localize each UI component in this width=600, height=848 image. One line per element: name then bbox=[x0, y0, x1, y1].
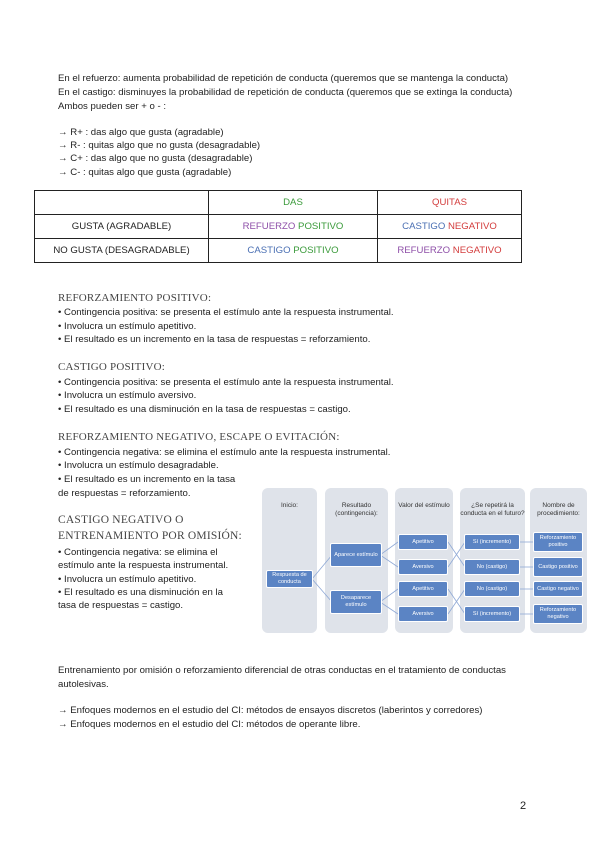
table-row bbox=[35, 239, 522, 263]
table-row bbox=[35, 215, 522, 239]
list-item: estímulo ante la respuesta instrumental. bbox=[58, 560, 229, 571]
diagram-column-title: Nombre de procedimiento: bbox=[537, 502, 580, 517]
list-item: • Contingencia negativa: se elimina el estímulo ante la respuesta instrumental. bbox=[58, 447, 391, 458]
connector-line bbox=[380, 542, 398, 555]
list-item: • Involucra un estímulo desagradable. bbox=[58, 460, 219, 471]
page-number: 2 bbox=[520, 800, 527, 812]
table-cell bbox=[378, 215, 522, 239]
diagram-box-repeat: No (castigo) bbox=[464, 559, 520, 575]
diagram-box-procedure: Castigo negativo bbox=[533, 581, 583, 597]
footer-line: autolesivas. bbox=[58, 679, 109, 690]
connector-line bbox=[312, 579, 332, 602]
intro-line-3: Ambos pueden ser + o - : bbox=[58, 101, 166, 112]
list-item: • Involucra un estímulo apetitivo. bbox=[58, 574, 197, 585]
list-item: • Involucra un estímulo aversivo. bbox=[58, 390, 197, 401]
table-header-row bbox=[35, 191, 522, 215]
section-title-reforzamiento-negativo: REFORZAMIENTO NEGATIVO, ESCAPE O EVITACIÓN: bbox=[58, 431, 340, 443]
diagram-box-value: Aversivo bbox=[398, 606, 448, 622]
diagram-box-result: Desaparece estímulo bbox=[330, 590, 382, 614]
arrow-line-r-plus: → R+ : das algo que gusta (agradable) bbox=[58, 127, 224, 138]
diagram-column-title: Valor del estímulo bbox=[398, 502, 450, 509]
cell-word: NEGATIVO bbox=[447, 221, 497, 232]
connector-line bbox=[312, 555, 332, 579]
list-item: de respuestas = reforzamiento. bbox=[58, 488, 191, 499]
diagram-column-title: Inicio: bbox=[281, 502, 298, 509]
intro-line-1: En el refuerzo: aumenta probabilidad de repetición de conducta (queremos que se mantenga la conducta) bbox=[58, 73, 509, 84]
diagram-column-title: Resultado (contingencia): bbox=[335, 502, 378, 517]
table-corner-cell bbox=[35, 191, 209, 215]
table-cell bbox=[209, 215, 378, 239]
intro-line-2: En el castigo: disminuyes la probabilidad de repetición de conducta (queremos que se extinga la conducta) bbox=[58, 87, 513, 98]
arrow-line-c-minus: → C- : quitas algo que gusta (agradable) bbox=[58, 167, 232, 178]
diagram-box-repeat: Sí (incremento) bbox=[464, 606, 520, 622]
footer-line: → Enfoques modernos en el estudio del CI: métodos de operante libre. bbox=[58, 719, 361, 730]
table-header-quitas: QUITAS bbox=[378, 191, 522, 215]
diagram-box-value: Apetitivo bbox=[398, 534, 448, 550]
cell-word: REFUERZO bbox=[397, 245, 453, 256]
section-title-castigo-positivo: CASTIGO POSITIVO: bbox=[58, 361, 165, 373]
table-cell bbox=[378, 239, 522, 263]
procedure-diagram bbox=[262, 488, 587, 633]
diagram-box-repeat: No (castigo) bbox=[464, 581, 520, 597]
list-item: • El resultado es una disminución en la tasa de respuestas = castigo. bbox=[58, 404, 351, 415]
list-item: • El resultado es un incremento en la tasa bbox=[58, 474, 236, 485]
diagram-box-result: Aparece estímulo bbox=[330, 543, 382, 567]
connector-line bbox=[380, 589, 398, 602]
cell-word: POSITIVO bbox=[293, 245, 339, 256]
section-title-reforzamiento-positivo: REFORZAMIENTO POSITIVO: bbox=[58, 292, 212, 304]
section-title-castigo-negativo: CASTIGO NEGATIVO O bbox=[58, 514, 184, 526]
footer-line: → Enfoques modernos en el estudio del CI: métodos de ensayos discretos (laberintos y corredores) bbox=[58, 705, 483, 716]
diagram-box-value: Aversivo bbox=[398, 559, 448, 575]
list-item: • Contingencia positiva: se presenta el estímulo ante la respuesta instrumental. bbox=[58, 307, 394, 318]
arrow-line-c-plus: → C+ : das algo que no gusta (desagradable) bbox=[58, 153, 253, 164]
diagram-box-procedure: Reforzamiento positivo bbox=[533, 532, 583, 552]
diagram-box-procedure: Castigo positivo bbox=[533, 557, 583, 577]
list-item: • El resultado es un incremento en la tasa de respuestas = reforzamiento. bbox=[58, 334, 371, 345]
table-row-label: GUSTA (AGRADABLE) bbox=[35, 215, 209, 239]
list-item: tasa de respuestas = castigo. bbox=[58, 600, 184, 611]
cell-word: CASTIGO bbox=[247, 245, 294, 256]
cell-word: CASTIGO bbox=[402, 221, 448, 232]
das-quitas-table bbox=[34, 190, 522, 263]
table-header-das: DAS bbox=[209, 191, 378, 215]
table-cell bbox=[209, 239, 378, 263]
diagram-box-start: Respuesta de conducta bbox=[266, 570, 313, 588]
diagram-box-value: Apetitivo bbox=[398, 581, 448, 597]
connector-line bbox=[380, 555, 398, 567]
list-item: • Contingencia positiva: se presenta el estímulo ante la respuesta instrumental. bbox=[58, 377, 394, 388]
table-row-label: NO GUSTA (DESAGRADABLE) bbox=[35, 239, 209, 263]
diagram-column-title: ¿Se repetirá la conducta en el futuro? bbox=[460, 502, 525, 517]
cell-word: NEGATIVO bbox=[452, 245, 502, 256]
connector-line bbox=[380, 602, 398, 614]
diagram-box-repeat: Sí (incremento) bbox=[464, 534, 520, 550]
list-item: • Contingencia negativa: se elimina el bbox=[58, 547, 218, 558]
cell-word: REFUERZO bbox=[242, 221, 299, 232]
list-item: • El resultado es una disminución en la bbox=[58, 587, 223, 598]
footer-line: Entrenamiento por omisión o reforzamiento diferencial de otras conductas en el tratamiento de conductas bbox=[58, 665, 506, 676]
list-item: • Involucra un estímulo apetitivo. bbox=[58, 321, 197, 332]
diagram-box-procedure: Reforzamiento negativo bbox=[533, 604, 583, 624]
cell-word: POSITIVO bbox=[298, 221, 344, 232]
section-title-entrenamiento-omision: ENTRENAMIENTO POR OMISIÓN: bbox=[58, 530, 242, 542]
arrow-line-r-minus: → R- : quitas algo que no gusta (desagradable) bbox=[58, 140, 261, 151]
